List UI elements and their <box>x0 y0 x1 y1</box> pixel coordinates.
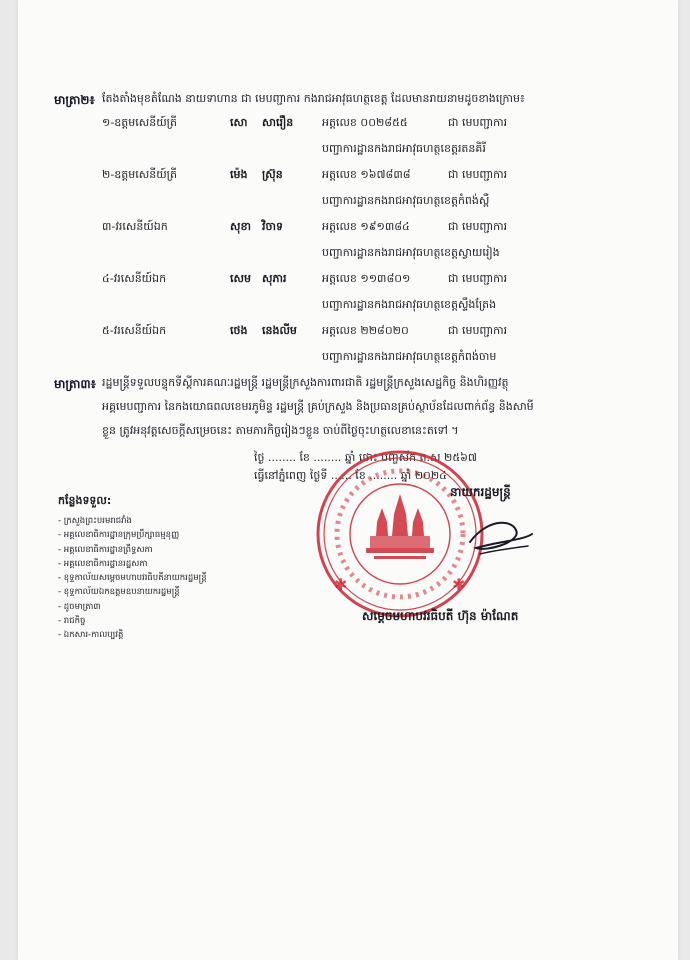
recipient-item: - ឯកសារ-កាលប្បវត្តិ <box>58 628 318 642</box>
official-row <box>102 164 662 186</box>
official-rank: ១-ឧត្តមសេនីយ៍ត្រី <box>102 116 177 129</box>
official-row <box>102 320 662 342</box>
recipient-item: - អគ្គលេខាធិការដ្ឋានរដ្ឋសភា <box>58 557 318 571</box>
official-surname: ថេង <box>230 324 248 337</box>
recipients-list <box>58 514 318 643</box>
article3-line: រដ្ឋមន្ត្រីទទួលបន្ទុកទីស្តីការគណៈរដ្ឋមន្ត្រី រដ្ឋមន្ត្រីក្រសួងការពារជាតិ រដ្ឋមន្ត្រីក្រសួងសេដ្ឋកិច្ច និងហិរញ្ញវត្ថុ <box>102 376 509 389</box>
official-rank: ៣-វរសេនីយ៍ឯក <box>102 220 168 233</box>
official-position: ជា មេបញ្ជាការ <box>448 272 508 285</box>
official-dept: បញ្ជាការដ្ឋានកងរាជអាវុធហត្ថខេត្តកំពង់ស្ពឺ <box>322 194 490 207</box>
signatory-title: នាយករដ្ឋមន្ត្រី <box>450 485 511 499</box>
official-rank: ៤-វរសេនីយ៍ឯក <box>102 272 167 285</box>
solar-date: ធ្វើនៅភ្នំពេញ ថ្ងៃទី ...... ខែ ........ ឆ្នាំ ២០២៤ <box>254 469 447 482</box>
recipient-item: - អគ្គលេខាធិការដ្ឋានព្រឹទ្ធសភា <box>58 543 318 557</box>
official-id: អត្តលេខ ១១៣៨០១ <box>322 272 411 285</box>
official-surname: សេម <box>230 272 251 285</box>
handwritten-signature-icon <box>466 512 536 562</box>
official-dept: បញ្ជាការដ្ឋានកងរាជអាវុធហត្ថខេត្តរតនគិរី <box>322 142 486 155</box>
official-row <box>102 112 662 134</box>
official-position: ជា មេបញ្ជាការ <box>448 220 508 233</box>
lunar-date: ថ្ងៃ ........ ខែ ........ ឆ្នាំ ថោះ បញ្ចស័ក ព.ស ២៥៦៧ <box>254 451 477 464</box>
recipient-item: - ខុទ្ទកាល័យសម្ដេចមហាបវរធិបតីនាយករដ្ឋមន្ត្រី <box>58 571 318 585</box>
recipients-title: កន្លែងទទួល: <box>58 494 112 507</box>
official-row <box>102 216 662 238</box>
official-given-name: សុភារ <box>262 272 287 285</box>
official-position: ជា មេបញ្ជាការ <box>448 324 508 337</box>
government-seal-icon <box>314 448 486 620</box>
signatory-name: សម្ដេចមហាបវរធិបតី ហ៊ុន ម៉ាណែត <box>362 609 519 623</box>
official-id: អត្តលេខ ១៩១៣៨៤ <box>322 220 410 233</box>
article3-line: អគ្គមេបញ្ជាការ នៃកងយោធពលខេមរភូមិន្ទ រដ្ឋមន្ត្រី គ្រប់ក្រសួង និងប្រធានគ្រប់ស្ថាប័នដែលពាក់ព័ន្ធ និងសាមី <box>102 400 534 413</box>
official-surname: សោ <box>230 116 248 129</box>
svg-text:✱: ✱ <box>452 575 466 594</box>
official-id: អត្តលេខ ១៦៧៨៣៨ <box>322 168 411 181</box>
recipient-item: - រាជកិច្ច <box>58 614 318 628</box>
official-given-name: សារឿន <box>262 116 294 129</box>
official-rank: ៥-វរសេនីយ៍ឯក <box>102 324 167 337</box>
official-dept: បញ្ជាការដ្ឋានកងរាជអាវុធហត្ថខេត្តកំពង់ចាម <box>322 350 497 363</box>
article2-intro: តែងតាំងមុខតំណែង នាយទាហាន ជា មេបញ្ជាការ កងរាជអាវុធហត្ថខេត្ត ដែលមានរាយនាមដូចខាងក្រោម៖ <box>102 92 525 105</box>
svg-text:✱: ✱ <box>334 575 348 594</box>
recipient-item: - ដូចមាត្រា៣ <box>58 600 318 614</box>
article3-label: មាត្រា៣៖ <box>54 377 96 391</box>
recipient-item: - អគ្គលេខាធិការដ្ឋានក្រុមប្រឹក្សាធម្មនុញ្ញ <box>58 528 318 542</box>
official-position: ជា មេបញ្ជាការ <box>448 168 508 181</box>
recipients-block <box>58 494 318 643</box>
official-given-name: ស្រ៊ុន <box>262 168 283 181</box>
official-given-name: នេងលីម <box>262 324 297 337</box>
official-row <box>102 268 662 290</box>
official-dept: បញ្ជាការដ្ឋានកងរាជអាវុធហត្ថខេត្តស្ទឹងត្រែង <box>322 298 497 311</box>
official-surname: សុខា <box>230 220 251 233</box>
official-id: អត្តលេខ ២២៨០២០ <box>322 324 409 337</box>
article3-line: ខ្លួន ត្រូវអនុវត្តសេចក្តីសម្រេចនេះ តាមភារកិច្ចរៀងៗខ្លួន ចាប់ពីថ្ងៃចុះហត្ថលេខានេះតទៅ ។ <box>102 424 459 437</box>
recipient-item: - ខុទ្ទកាល័យឯកឧត្តមឧបនាយករដ្ឋមន្ត្រី <box>58 585 318 599</box>
official-given-name: វិចាទ <box>262 220 283 233</box>
article2-label: មាត្រា២៖ <box>54 93 95 107</box>
recipient-item: - ក្រសួងព្រះបរមរាជវាំង <box>58 514 318 528</box>
official-id: អត្តលេខ ០០២៨៥៥ <box>322 116 408 129</box>
official-surname: ម៉េង <box>230 168 248 181</box>
official-rank: ២-ឧត្តមសេនីយ៍ត្រី <box>102 168 177 181</box>
decree-page <box>18 0 678 960</box>
official-position: ជា មេបញ្ជាការ <box>448 116 508 129</box>
official-dept: បញ្ជាការដ្ឋានកងរាជអាវុធហត្ថខេត្តស្វាយរៀង <box>322 246 500 259</box>
